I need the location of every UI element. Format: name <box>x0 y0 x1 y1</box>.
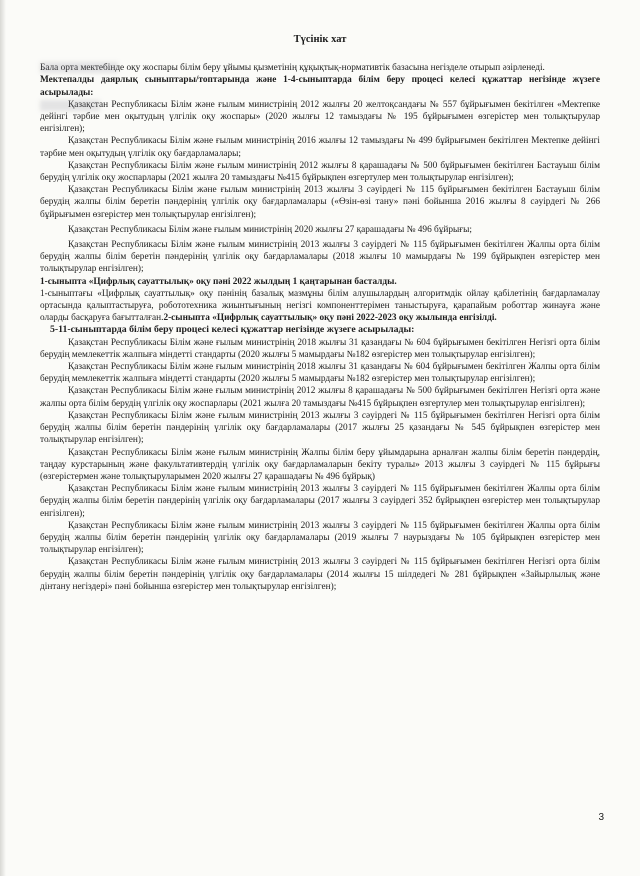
document-item: Қазақстан Республикасы Білім және ғылым министрінің 2013 жылғы 3 сәуірдегі № 115 бұйрығымен бекітілген Жалпы орта білім берудің жалпы білім беретін пәндерінің үлгілік оқу бағдарламалары (2017 жылғы 3 сәуірдегі 352 бұйрықпен өзгерістер мен толықтырулар енгізілген); <box>40 484 600 519</box>
digital-literacy-paragraph <box>40 288 600 325</box>
section-heading-preschool-1-4: Мектепалды даярлық сыныптары/топтарында және 1-4-сыныптарда білім беру процесі келесі құжаттар негізінде жүзеге асырылады: <box>40 75 600 98</box>
document-item: Қазақстан Республикасы Білім және ғылым министрінің 2012 жылғы 8 қарашадағы № 500 бұйрығымен бекітілген Бастауыш білім берудің үлгілік оқу жоспарлары (2021 жылға 20 тамыздағы №415 бұйрықпен өзгертулер мен толықтырулар енгізілген); <box>40 160 600 184</box>
document-item: Қазақстан Республикасы Білім және ғылым министрінің 2013 жылғы 3 сәуірдегі № 115 бұйрығымен бекітілген Негізгі орта білім берудің жалпы білім беретін пәндерінің үлгілік оқу бағдарламалары (2014 жылғы 15 шілдедегі № 281 бұйрықпен «Зайырлылық және дінтану негіздері» пәні бойынша өзгерістер мен толықтырулар енгізілген); <box>40 557 600 592</box>
digital-literacy-heading: 1-сыныпта «Цифрлық сауаттылық» оқу пәні 2022 жылдың 1 қаңтарынан басталды. <box>40 276 397 287</box>
scan-edge-shadow <box>0 0 6 876</box>
document-item: Қазақстан Республикасы Білім және ғылым министрінің 2013 жылғы 3 сәуірдегі № 115 бұйрығымен бекітілген Жалпы орта білім берудің жалпы білім беретін пәндерінің үлгілік оқу бағдарламалары (2018 жылғы 10 мамырдағы № 199 бұйрықпен өзгерістер мен толықтырулар енгізілген); <box>40 240 600 275</box>
intro-paragraph: Бала орта мектебінде оқу жоспары білім беру ұйымы қызметінің құқықтық-нормативтік базасына негізделе отырып әзірленеді. <box>40 63 545 74</box>
document-item: Қазақстан Республикасы Білім және ғылым министрінің 2018 жылғы 31 қазандағы № 604 бұйрығымен бекітілген Негізгі орта білім берудің мемлекеттік жалпыға міндетті стандарты (2020 жылғы 5 мамырдағы №182 өзгерістер мен толықтырулар енгізілген); <box>40 337 600 360</box>
document-item: Қазақстан Республикасы Білім және ғылым министрінің 2013 жылғы 3 сәуірдегі № 115 бұйрығымен бекітілген Жалпы орта білім берудің жалпы білім беретін пәндерінің үлгілік оқу бағдарламалары (2019 жылғы 7 наурыздағы № 105 бұйрықпен өзгерістер мен толықтырулар енгізілген); <box>40 520 600 556</box>
digital-literacy-grade2-note: 2-сыныпта «Цифрлық сауаттылық» оқу пәні 2022-2023 оқу жылында енгізілді. <box>163 313 497 324</box>
document-item: Қазақстан Республикасы Білім және ғылым министрінің 2013 жылғы 3 сәуірдегі № 115 бұйрығымен бекітілген Бастауыш білім берудің жалпы білім беретін пәндерінің үлгілік оқу бағдарламалары («Өзін-өзі тану» пәні бойынша 2016 жылғы 8 сәуірдегі № 266 бұйрығымен өзгерістер мен толықтырулар енгізілген); <box>40 185 600 220</box>
document-item: Қазақстан Республикасы Білім және ғылым министрінің Жалпы білім беру ұйымдарына арналған жалпы білім беретін пәндердің, таңдау курстарының және факультативтердің үлгілік оқу бағдарламаларын бекіту туралы» 2013 жылғы 3 сәуірдегі № 115 бұйрығы (өзгерістермен және толықтыруларымен 2020 жылғы 27 қарашадағы № 496 бұйрық) <box>40 447 600 482</box>
document-item: Қазақстан Республикасы Білім және ғылым министрінің 2018 жылғы 31 қазандағы № 604 бұйрығымен бекітілген Жалпы орта білім берудің мемлекеттік жалпыға міндетті стандарты (2020 жылғы 5 мамырдағы №182 өзгерістер мен толықтырулар енгізілген); <box>40 362 600 385</box>
section-heading-5-11: 5-11-сыныптарда білім беру процесі келесі құжаттар негізінде жүзеге асырылады: <box>50 324 415 336</box>
page-number: 3 <box>598 812 604 823</box>
document-item: Қазақстан Республикасы Білім және ғылым министрінің 2016 жылғы 12 тамыздағы № 499 бұйрығымен бекітілген Мектепке дейінгі тәрбие мен оқытудың үлгілік оқу бағдарламалары; <box>40 136 600 159</box>
document-item: Қазақстан Республикасы Білім және ғылым министрінің 2020 жылғы 27 қарашадағы № 496 бұйрығы; <box>68 224 472 235</box>
digital-literacy-description: 1-сыныптағы «Цифрлық сауаттылық» оқу пәнінің базалық мазмұны білім алушылардың алгоритмдік ойлау қабілетінің бағдарламалау ортасында қалыптастыруға, робототехника жиынтығының негізгі компоненттерімен таныстыруға, қарапайым роботтар жинауға және оларды басқаруға бағытталған. <box>40 288 600 324</box>
page-title: Түсінік хат <box>293 34 347 45</box>
document-item: Қазақстан Республикасы Білім және ғылым министрінің 2013 жылғы 3 сәуірдегі № 115 бұйрығымен бекітілген Негізгі орта білім берудің жалпы білім беретін пәндерінің үлгілік оқу бағдарламалары (2017 жылғы 25 қазандағы № 545 бұйрықпен өзгерістер мен толықтырулар енгізілген); <box>40 410 600 446</box>
document-item: Қазақстан Республикасы Білім және ғылым министрінің 2012 жылғы 20 желтоқсандағы № 557 бұйрығымен бекітілген «Мектепке дейінгі тәрбие мен оқытудың үлгілік оқу жоспары» (2020 жылғы 12 тамыздағы № 195 бұйрығымен өзгерістер мен толықтырулар енгізілген); <box>40 99 600 135</box>
scan-smudge <box>40 100 100 111</box>
document-item: Қазақстан Республикасы Білім және ғылым министрінің 2012 жылғы 8 қарашадағы № 500 бұйрығымен бекітілген Негізгі орта және жалпы орта білім берудің үлгілік оқу жоспарлары (2021 жылға 20 тамыздағы №415 бұйрықпен өзгертулер мен толықтырулар енгізілген); <box>40 386 600 409</box>
scan-smudge <box>40 62 118 73</box>
